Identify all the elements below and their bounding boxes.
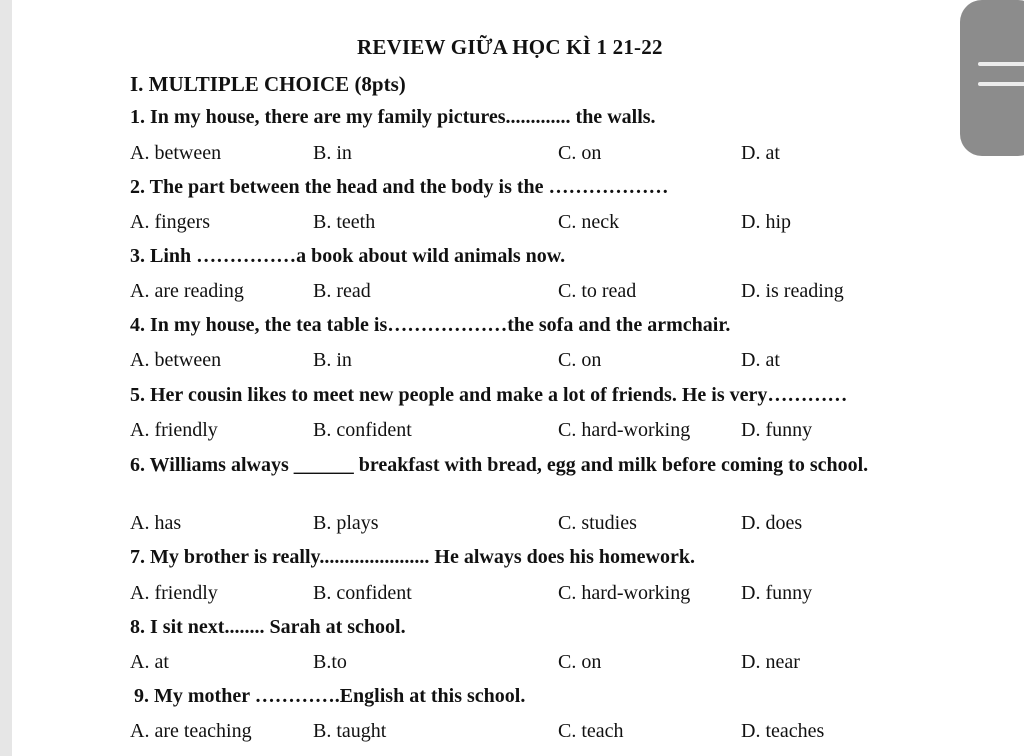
section-heading: I. MULTIPLE CHOICE (8pts) bbox=[130, 72, 406, 96]
option-b: B. confident bbox=[313, 582, 412, 604]
option-c: C. on bbox=[558, 349, 602, 371]
option-b: B. in bbox=[313, 142, 352, 164]
options-row-4 bbox=[130, 349, 930, 373]
option-a: A. are teaching bbox=[130, 720, 252, 742]
option-b: B. taught bbox=[313, 720, 387, 742]
handle-grip-line bbox=[978, 62, 1024, 66]
option-d: D. funny bbox=[741, 419, 813, 441]
options-row-7 bbox=[130, 582, 930, 606]
option-b: B.to bbox=[313, 651, 347, 673]
options-row-3 bbox=[130, 280, 930, 304]
option-b: B. confident bbox=[313, 419, 412, 441]
question-8: 8. I sit next........ Sarah at school. bbox=[130, 616, 406, 638]
option-d: D. hip bbox=[741, 211, 791, 233]
question-7: 7. My brother is really...................... He always does his homework. bbox=[130, 546, 695, 568]
document-title: REVIEW GIỮA HỌC KÌ 1 21-22 bbox=[357, 35, 663, 59]
document-page bbox=[12, 0, 1024, 756]
option-a: A. fingers bbox=[130, 211, 210, 233]
option-c: C. hard-working bbox=[558, 582, 691, 604]
option-d: D. teaches bbox=[741, 720, 825, 742]
option-a: A. are reading bbox=[130, 280, 244, 302]
option-c: C. studies bbox=[558, 512, 637, 534]
handle-grip-line bbox=[978, 82, 1024, 86]
option-c: C. on bbox=[558, 142, 602, 164]
option-c: C. to read bbox=[558, 280, 637, 302]
option-c: C. hard-working bbox=[558, 419, 691, 441]
question-1: 1. In my house, there are my family pictures............. the walls. bbox=[130, 106, 656, 128]
option-b: B. teeth bbox=[313, 211, 376, 233]
option-b: B. read bbox=[313, 280, 371, 302]
options-row-2 bbox=[130, 211, 930, 235]
question-9: 9. My mother ………….English at this school. bbox=[134, 685, 526, 707]
option-c: C. on bbox=[558, 651, 602, 673]
question-4: 4. In my house, the tea table is………………the sofa and the armchair. bbox=[130, 314, 731, 336]
question-2: 2. The part between the head and the body is the ……………… bbox=[130, 176, 669, 198]
options-row-6 bbox=[130, 512, 930, 536]
options-row-9 bbox=[130, 720, 930, 744]
option-a: A. friendly bbox=[130, 582, 218, 604]
option-d: D. does bbox=[741, 512, 803, 534]
question-3: 3. Linh ……………a book about wild animals now. bbox=[130, 245, 566, 267]
option-d: D. at bbox=[741, 142, 780, 164]
option-d: D. near bbox=[741, 651, 800, 673]
option-d: D. at bbox=[741, 349, 780, 371]
option-a: A. at bbox=[130, 651, 169, 673]
question-6: 6. Williams always ______ breakfast with bread, egg and milk before coming to school. bbox=[130, 454, 869, 476]
options-row-8 bbox=[130, 651, 930, 675]
option-c: C. teach bbox=[558, 720, 624, 742]
option-b: B. in bbox=[313, 349, 352, 371]
options-row-5 bbox=[130, 419, 930, 443]
option-a: A. between bbox=[130, 349, 222, 371]
option-d: D. is reading bbox=[741, 280, 844, 302]
option-a: A. between bbox=[130, 142, 222, 164]
options-row-1 bbox=[130, 142, 930, 166]
side-panel-handle[interactable] bbox=[960, 0, 1024, 156]
option-c: C. neck bbox=[558, 211, 620, 233]
option-a: A. friendly bbox=[130, 419, 218, 441]
question-5: 5. Her cousin likes to meet new people and make a lot of friends. He is very………… bbox=[130, 384, 848, 406]
option-d: D. funny bbox=[741, 582, 813, 604]
option-a: A. has bbox=[130, 512, 182, 534]
option-b: B. plays bbox=[313, 512, 379, 534]
